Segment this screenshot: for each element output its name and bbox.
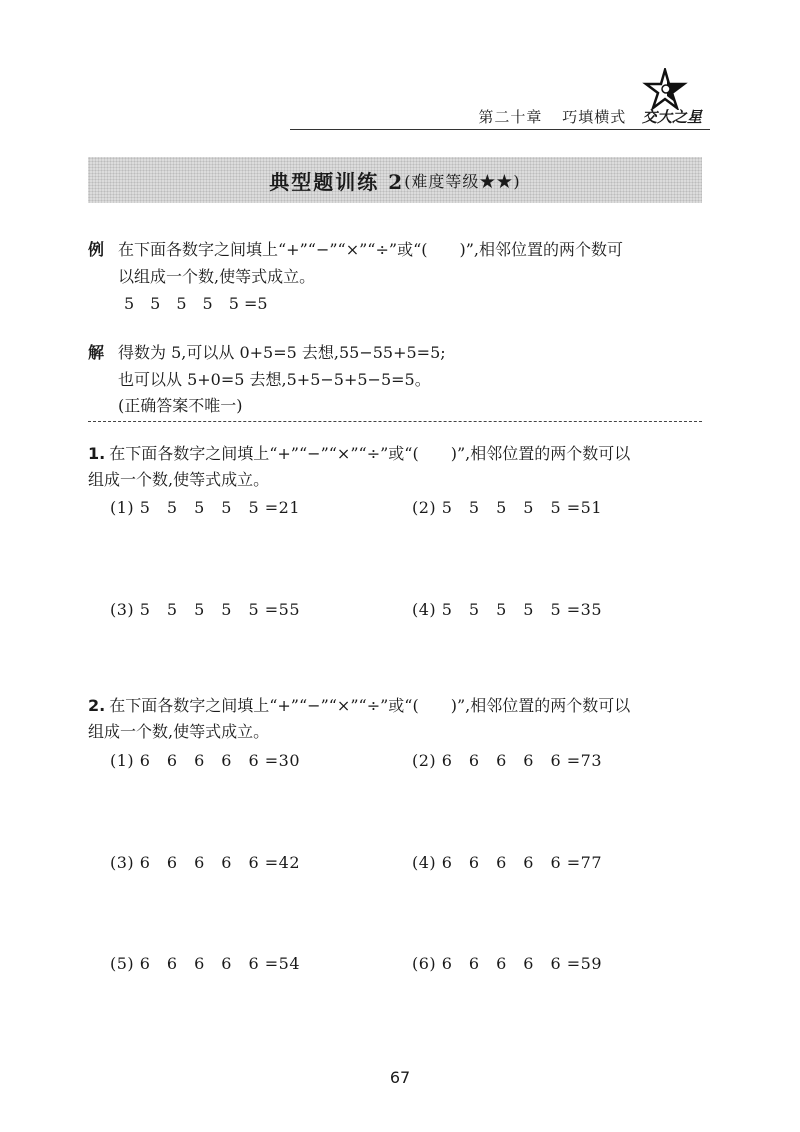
section-title: 典型题训练 2 <box>269 169 405 194</box>
page-header <box>290 76 710 136</box>
topic-label: 巧填横式 <box>562 108 627 126</box>
header-text <box>478 106 702 127</box>
q2-line-2: 组成一个数,使等式成立。 <box>88 722 270 741</box>
q2-item-1: (1) 6 6 6 6 6 =30 <box>110 751 301 770</box>
q1-line-2: 组成一个数,使等式成立。 <box>88 470 270 489</box>
q1-item-2: (2) 5 5 5 5 5 =51 <box>412 498 603 517</box>
q1-number: 1. <box>88 444 106 463</box>
q2-item-6: (6) 6 6 6 6 6 =59 <box>412 954 603 973</box>
difficulty-label: (难度等级★★) <box>404 171 521 191</box>
q1-item-1: (1) 5 5 5 5 5 =21 <box>110 498 301 517</box>
q2-item-3: (3) 6 6 6 6 6 =42 <box>110 853 301 872</box>
example-text-1: 在下面各数字之间填上“+”“−”“×”“÷”或“( )”,相邻位置的两个数可 <box>118 240 623 259</box>
q2-item-4: (4) 6 6 6 6 6 =77 <box>412 853 603 872</box>
solution-line-2: 也可以从 5+0=5 去想,5+5−5+5−5=5。 <box>118 370 431 389</box>
solution-text-1: 得数为 5,可以从 0+5=5 去想,55−55+5=5; <box>118 343 446 362</box>
example-line-1 <box>88 239 623 261</box>
solution-line-1 <box>88 342 446 364</box>
q2-text-1: 在下面各数字之间填上“+”“−”“×”“÷”或“( )”,相邻位置的两个数可以 <box>109 696 631 715</box>
page-number: 67 <box>389 1068 411 1087</box>
solution-note: (正确答案不唯一) <box>118 396 243 415</box>
q2-number: 2. <box>88 696 106 715</box>
q1-item-3: (3) 5 5 5 5 5 =55 <box>110 600 301 619</box>
q2-item-5: (5) 6 6 6 6 6 =54 <box>110 954 301 973</box>
example-line-2: 以组成一个数,使等式成立。 <box>118 267 316 286</box>
example-label: 例 <box>88 240 105 259</box>
dashed-divider <box>88 421 702 422</box>
example-equation: 5 5 5 5 5 =5 <box>124 294 268 313</box>
q1-line-1 <box>88 443 630 465</box>
brand-label: 交大之星 <box>641 108 702 126</box>
q1-item-4: (4) 5 5 5 5 5 =35 <box>412 600 603 619</box>
chapter-label: 第二十章 <box>478 108 543 126</box>
section-banner <box>88 157 702 203</box>
q1-text-1: 在下面各数字之间填上“+”“−”“×”“÷”或“( )”,相邻位置的两个数可以 <box>109 444 631 463</box>
solution-label: 解 <box>88 343 105 362</box>
star-logo-icon <box>642 68 688 110</box>
header-rule <box>290 129 710 130</box>
q2-item-2: (2) 6 6 6 6 6 =73 <box>412 751 603 770</box>
q2-line-1 <box>88 695 630 717</box>
